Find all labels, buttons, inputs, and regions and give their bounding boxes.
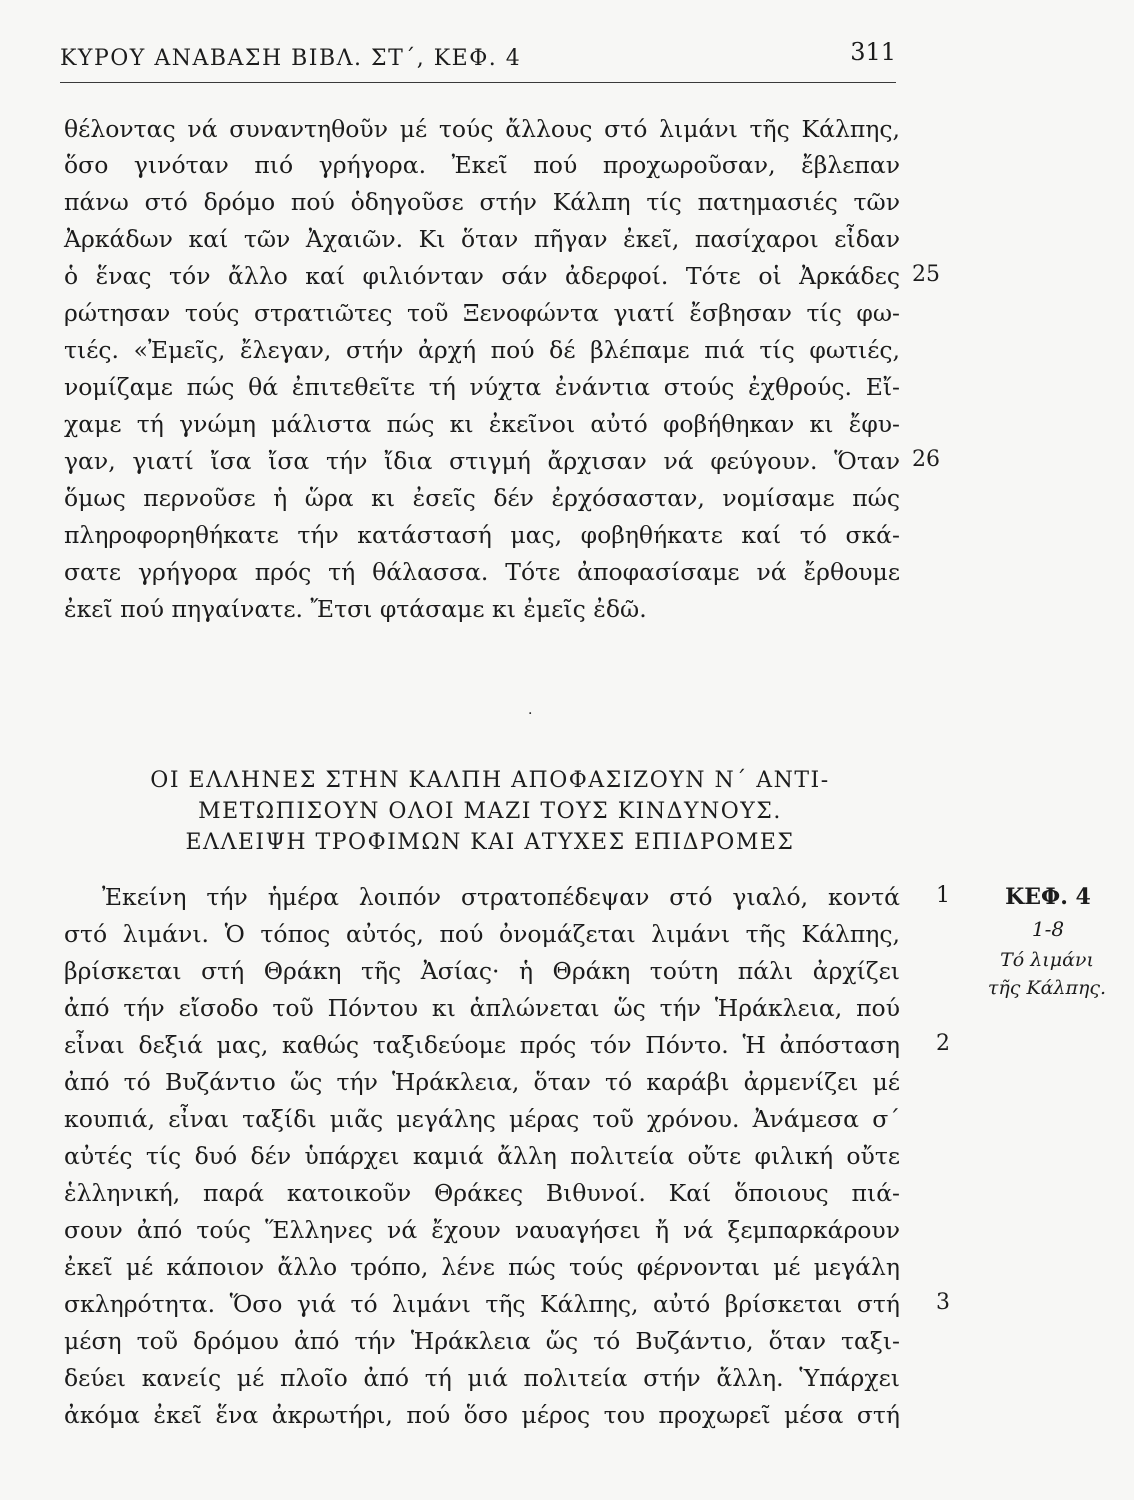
heading-line: ΟΙ ΕΛΛΗΝΕΣ ΣΤΗΝ ΚΑΛΠΗ ΑΠΟΦΑΣΙΖΟΥΝ Ν΄ ΑΝΤΙ- <box>150 768 830 793</box>
heading-line: ΕΛΛΕΙΨΗ ΤΡΟΦΙΜΩΝ ΚΑΙ ΑΤΥΧΕΣ ΕΠΙΔΡΟΜΕΣ <box>185 830 795 855</box>
text-line: θέλοντας νά συναντηθοῦν μέ τούς ἄλλους στό λιμάνι τῆς Κάλπης, <box>64 115 900 143</box>
text-line: χαμε τή γνώμη μάλιστα πώς κι ἐκεῖνοι αὐτό φοβήθηκαν κι ἔφυ- <box>64 410 900 438</box>
running-title: ΚΥΡΟΥ ΑΝΑΒΑΣΗ ΒΙΒΛ. ΣΤ΄, ΚΕΦ. 4 <box>60 46 522 71</box>
text-line: μέση τοῦ δρόμου ἀπό τήν Ἡράκλεια ὥς τό Βυζάντιο, ὅταν ταξι- <box>64 1327 900 1355</box>
text-line: αὐτές τίς δυό δέν ὑπάρχει καμιά ἄλλη πολιτεία οὔτε φιλική οὔτε <box>64 1142 900 1170</box>
text-line: ὁ ἕνας τόν ἄλλο καί φιλιόνταν σάν ἀδερφοί. Τότε οἱ Ἀρκάδες <box>64 262 900 290</box>
verse-number: 2 <box>936 1031 950 1056</box>
text-line: ὅμως περνοῦσε ἡ ὥρα κι ἐσεῖς δέν ἐρχόσασταν, νομίσαμε πώς <box>64 484 900 512</box>
text-line: σκληρότητα. Ὅσο γιά τό λιμάνι τῆς Κάλπης, αὐτό βρίσκεται στή <box>64 1290 900 1318</box>
text-line: ἐκεῖ πού πηγαίνατε. Ἔτσι φτάσαμε κι ἐμεῖς ἐδῶ. <box>64 595 647 623</box>
heading-line: ΜΕΤΩΠΙΣΟΥΝ ΟΛΟΙ ΜΑΖΙ ΤΟΥΣ ΚΙΝΔΥΝΟΥΣ. <box>198 799 782 824</box>
text-line: Ἀρκάδων καί τῶν Ἀχαιῶν. Κι ὅταν πῆγαν ἐκεῖ, πασίχαροι εἶδαν <box>64 225 900 253</box>
text-line: σατε γρήγορα πρός τή θάλασσα. Τότε ἀποφασίσαμε νά ἔρθουμε <box>64 558 900 586</box>
text-line: ὅσο γινόταν πιό γρήγορα. Ἐκεῖ πού προχωροῦσαν, ἔβλεπαν <box>64 151 900 179</box>
text-line: στό λιμάνι. Ὁ τόπος αὐτός, πού ὀνομάζεται λιμάνι τῆς Κάλπης, <box>64 920 900 948</box>
text-line: πάνω στό δρόμο πού ὁδηγοῦσε στήν Κάλπη τίς πατημασιές τῶν <box>64 188 900 216</box>
text-line: ἑλληνική, παρά κατοικοῦν Θράκες Βιθυνοί. Καί ὅποιους πιά- <box>64 1179 900 1207</box>
text-line: δεύει κανείς μέ πλοῖο ἀπό τή μιά πολιτεία στήν ἄλλη. Ὑπάρχει <box>64 1364 900 1392</box>
page-number: 311 <box>850 38 896 66</box>
text-line: βρίσκεται στή Θράκη τῆς Ἀσίας· ἡ Θράκη τούτη πάλι ἀρχίζει <box>64 957 900 985</box>
text-line: ἐκεῖ μέ κάποιον ἄλλο τρόπο, λένε πώς τούς φέρνονται μέ μεγάλη <box>64 1253 900 1281</box>
text-line: ἀπό τήν εἴσοδο τοῦ Πόντου κι ἁπλώνεται ὥς τήν Ἡράκλεια, πού <box>64 994 900 1022</box>
verse-number: 1 <box>936 883 950 908</box>
text-line: νομίζαμε πώς θά ἐπιτεθεῖτε τή νύχτα ἐνάντια στούς ἐχθρούς. Εἴ- <box>64 373 900 401</box>
text-line: ἀκόμα ἐκεῖ ἕνα ἀκρωτήρι, πού ὅσο μέρος του προχωρεῖ μέσα στή <box>64 1401 900 1429</box>
verse-number: 3 <box>936 1290 950 1315</box>
text-line: σουν ἀπό τούς Ἕλληνες νά ἔχουν ναυαγήσει ἤ νά ξεμπαρκάρουν <box>64 1216 900 1244</box>
text-line: Ἐκείνη τήν ἡμέρα λοιπόν στρατοπέδεψαν στό γιαλό, κοντά <box>102 883 900 911</box>
separator-mark: · <box>528 706 533 722</box>
text-line: τιές. «Ἐμεῖς, ἔλεγαν, στήν ἀρχή πού δέ βλέπαμε πιά τίς φωτιές, <box>64 336 900 364</box>
margin-range: 1-8 <box>1031 917 1065 941</box>
verse-number: 26 <box>912 447 940 472</box>
text-line: γαν, γιατί ἴσα ἴσα τήν ἴδια στιγμή ἄρχισαν νά φεύγουν. Ὅταν <box>64 447 900 475</box>
verse-number: 25 <box>912 262 940 287</box>
text-line: πληροφορηθήκατε τήν κατάστασή μας, φοβηθήκατε καί τό σκά- <box>64 521 900 549</box>
margin-caption-line: Τό λιμάνι <box>1000 949 1094 971</box>
text-line: εἶναι δεξιά μας, καθώς ταξιδεύομε πρός τόν Πόντο. Ἡ ἀπόσταση <box>64 1031 900 1059</box>
text-line: ρώτησαν τούς στρατιῶτες τοῦ Ξενοφώντα γιατί ἔσβησαν τίς φω- <box>64 299 900 327</box>
running-header <box>60 38 896 83</box>
margin-chapter: ΚΕΦ. 4 <box>1005 884 1091 910</box>
text-line: ἀπό τό Βυζάντιο ὥς τήν Ἡράκλεια, ὅταν τό καράβι ἀρμενίζει μέ <box>64 1068 900 1096</box>
text-line: κουπιά, εἶναι ταξίδι μιᾶς μεγάλης μέρας τοῦ χρόνου. Ἀνάμεσα σ΄ <box>64 1105 900 1133</box>
margin-caption-line: τῆς Κάλπης. <box>987 977 1107 999</box>
